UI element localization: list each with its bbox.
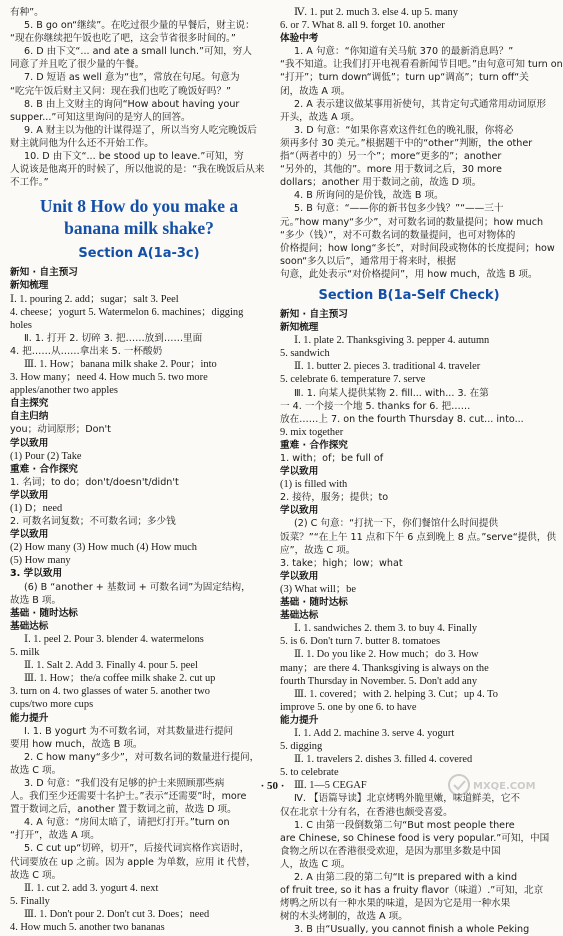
answer-line: 5. Finally — [10, 895, 50, 907]
answer-line: 仅在北京十分有名，在香港也颇受喜爱。 — [280, 806, 453, 818]
answer-line: 要用 how much，故选 B 项。 — [10, 738, 143, 750]
sub-heading: 学以致用 — [280, 505, 319, 517]
answer-line: Ⅳ. 【语篇导读】北京烤鸭外脆里嫩，味道鲜美，它不 — [294, 793, 521, 805]
answer-line: 3. D 句意：“如果你喜欢这件红色的晚礼服，你将必 — [294, 124, 514, 136]
answer-line: holes — [10, 319, 32, 331]
answer-line: 闭，故选 A 项。 — [280, 85, 351, 97]
answer-line: (2) How many (3) How much (4) How much — [10, 542, 197, 554]
answer-line: Ⅱ. 1. cut 2. add 3. yogurt 4. next — [24, 882, 159, 894]
answer-line: 烤鸭之所以有一种水果的味道，是因为它是用一种水果 — [280, 898, 511, 910]
answer-line: Ⅰ. 1. peel 2. Pour 3. blender 4. watermelons — [24, 633, 204, 645]
sub-heading: 能力提升 — [10, 712, 49, 724]
sub-heading: 学以致用 — [10, 437, 49, 449]
answer-line: 故选 C 项。 — [10, 869, 62, 881]
answer-line: 5. B go on“继续”。在吃过很少量的早餐后，财主说： — [24, 20, 255, 32]
answer-line: 开头，故选 A 项。 — [280, 111, 360, 123]
answer-line: 3. take；high；low；what — [280, 557, 403, 569]
sub-heading: 3. 学以致用 — [10, 568, 63, 580]
answer-line: 1. C 由第一段倒数第二句“But most people there — [294, 819, 515, 831]
answer-line: “现在你继续把午饭也吃了吧，这会节省很多时间的。” — [10, 33, 236, 45]
answer-line: 4. 把……从……拿出来 5. 一杯酸奶 — [10, 345, 163, 357]
sub-heading: 新知梳理 — [280, 322, 319, 334]
answer-line: Ⅱ. 1. Do you like 2. How much；do 3. How — [294, 649, 479, 661]
answer-line: 8. B 由上文财主的询问“How about having your — [24, 98, 240, 110]
answer-line: 1. A 句意：“你知道有关马航 370 的最新消息吗？” — [294, 46, 514, 58]
answer-line: 3. B 由“Usually, you cannot finish a whole Peking — [294, 924, 530, 936]
answer-line: 4. A 句意：“房间太暗了，请把灯打开。”turn on — [24, 817, 230, 829]
page-number: · 50 · — [260, 780, 285, 792]
answer-line: 2. A 由第二段的第二句“It is prepared with a kind — [294, 872, 518, 883]
answer-line: “我不知道。让我们打开电视看看新闻节目吧。”由句意可知 turn on — [280, 59, 563, 71]
answer-line: Ⅲ. 1. How；the/a coffee milk shake 2. cut up — [24, 673, 216, 685]
sub-heading: 基础 · 随时达标 — [280, 597, 348, 609]
answer-line: fourth Thursday in November. 5. Don't add any — [280, 675, 478, 687]
answer-line: “多少（钱）”，对不可数名词的数量提问，也可对物体的 — [280, 229, 516, 241]
answer-line: 2. C how many“多少”，对可数名词的数量进行提问， — [24, 751, 260, 763]
answer-line: 9. A 财主以为他的计谋得逞了，所以当穷人吃完晚饭后 — [24, 124, 257, 136]
answer-line: 饭菜？”“在上午 11 点和下午 6 点到晚上 8 点。”serve“提供，供 — [280, 531, 557, 543]
answer-line: (3) What will；be — [280, 583, 356, 595]
answer-line: apples/another two apples — [10, 385, 118, 397]
sub-heading: 重难 · 合作探究 — [10, 463, 78, 475]
answer-line: 置于数词之后，another 置于数词之前，故选 D 项。 — [10, 804, 237, 816]
answer-line: 4. How much 5. another two bananas — [10, 922, 165, 933]
answer-line: 指“（两者中的）另一个”；more“更多的”；another — [280, 151, 502, 163]
answer-line: dollars；another 用于数词之前，故选 D 项。 — [280, 177, 482, 189]
sub-heading: 新知梳理 — [10, 280, 49, 292]
section-a-title: Section A(1a-3c) — [78, 246, 200, 262]
answer-line: are Chinese, so Chinese food is very popular.”可知，中国 — [280, 832, 550, 844]
answer-line: Ⅱ. 1. 打开 2. 切碎 3. 把……放到……里面 — [24, 332, 203, 344]
sub-heading: 学以致用 — [10, 489, 49, 501]
answer-line: 9. mix together — [280, 426, 344, 438]
answer-line: Ⅲ. 1. How；banana milk shake 2. Pour；into — [24, 358, 217, 370]
sub-heading: 自主探究 — [10, 398, 49, 410]
answer-line: 不工作。” — [10, 177, 49, 189]
answer-line: 应”，故选 C 项。 — [280, 544, 356, 556]
answer-line: 3. How many；need 4. How much 5. two more — [10, 372, 208, 384]
answer-line: 财主就问他为什么还不开始工作。 — [10, 137, 154, 149]
answer-line: you；动词原形；Don't — [10, 424, 111, 436]
answer-line: 须再多付 30 美元。”根据题干中的“other”判断，the other — [280, 137, 533, 149]
answer-line: cups/two more cups — [10, 699, 94, 711]
answer-line: 5. sandwich — [280, 348, 330, 360]
answer-line: 6. D 由下文“... and ate a small lunch.”可知，穷人 — [24, 46, 252, 58]
answer-line: “吃完午饭后财主又问：现在我们也吃了晚饭好吗？” — [10, 85, 232, 97]
answer-line: 故选 C 项。 — [10, 764, 62, 776]
answer-line: Ⅰ. 1. pouring 2. add；sugar；salt 3. Peel — [10, 293, 179, 305]
answer-line: 5. B 句意：“——你的新书包多少钱？”“——三十 — [294, 203, 504, 215]
answer-line: 5. milk — [10, 647, 40, 659]
answer-line: 7. D 短语 as well 意为“也”，常放在句尾。句意为 — [24, 72, 240, 84]
answer-line: (1) Pour (2) Take — [10, 450, 82, 462]
unit-title — [10, 195, 268, 239]
sub-heading: 能力提升 — [280, 714, 319, 726]
answer-line: 1. 名词；to do；don't/doesn't/didn't — [10, 476, 179, 488]
answer-line: Ⅲ. 1—5 CEGAF — [294, 780, 367, 792]
answer-line: Ⅲ. 1. Don't pour 2. Don't cut 3. Does；need — [24, 908, 210, 920]
answer-line: (6) B “another + 基数词 + 可数名词”为固定结构， — [24, 581, 251, 593]
answer-line: 人。我们至少还需要十名护士。”表示“还需要”时，more — [10, 791, 247, 803]
answer-line: 一 4. 一个接一个地 5. thanks for 6. 把…… — [280, 400, 471, 412]
answer-line: 5. digging — [280, 741, 323, 753]
answer-line: (1) is filled with — [280, 479, 348, 491]
answer-line: 5. to celebrate — [280, 767, 339, 779]
sub-heading: 体验中考 — [280, 33, 319, 45]
answer-line: “另外的，其他的”。more 用于数词之后，30 more — [280, 164, 502, 176]
answer-line: 食物之所以在香港很受欢迎，是因为那里多数是中国 — [280, 845, 501, 857]
answer-line: of fruit tree, so it has a fruity flavor（味道）.”可知，北京 — [280, 885, 544, 897]
answer-line: Ⅱ. 1. butter 2. pieces 3. traditional 4. traveler — [294, 361, 481, 373]
sub-heading: 基础达标 — [280, 610, 319, 622]
answer-line: 4. cheese；yogurt 5. Watermelon 6. machines；digging — [10, 306, 244, 318]
answer-line: 4. B 所询问的是价钱，故选 B 项。 — [294, 190, 444, 202]
answer-line: supper...”可知这里询问的是穷人的回答。 — [10, 111, 191, 123]
answer-line: 2. A 表示建议做某事用祈使句，其肯定句式通常用动词原形 — [294, 98, 547, 110]
answer-line: 故选 B 项。 — [10, 594, 62, 606]
answer-line: Ⅱ. 1. travelers 2. dishes 3. filled 4. covered — [294, 754, 473, 766]
answer-line: Ⅰ. 1. B yogurt 为不可数名词，对其数量进行提问 — [24, 725, 234, 737]
watermark-logo — [447, 772, 539, 798]
answer-line: soon“多久以后”，通常用于将来时，根据 — [280, 255, 456, 267]
sub-heading: 新知 · 自主预习 — [10, 267, 78, 279]
sub-heading: 学以致用 — [10, 529, 49, 541]
answer-line: (2) C 句意：“打扰一下，你们餐馆什么时间提供 — [294, 518, 499, 530]
answer-line: 5. celebrate 6. temperature 7. serve — [280, 374, 426, 386]
answer-line: Ⅰ. 1. sandwiches 2. them 3. to buy 4. Finally — [294, 623, 478, 635]
answer-line: 2. 接待，服务；提供；to — [280, 492, 389, 504]
answer-line: (1) D；need — [10, 503, 63, 514]
unit-title-line: Unit 8 How do you make a — [39, 196, 239, 217]
answer-line: 10. D 由下文“... be stood up to leave.”可知，穷 — [24, 151, 244, 163]
answer-line: 元。”how many“多少”，对可数名词的数量提问；how much — [280, 216, 544, 228]
sub-heading: 基础达标 — [10, 620, 49, 632]
answer-line: 代词要放在 up 之前。因为 apple 为单数，应用 it 代替， — [10, 856, 256, 868]
answer-line: 3. D 句意：“我们没有足够的护士来照顾那些病 — [24, 777, 225, 789]
answer-line: 6. or 7. What 8. all 9. forget 10. another — [280, 20, 445, 32]
sub-heading: 基础 · 随时达标 — [10, 607, 78, 619]
answer-line: Ⅲ. 1. 向某人提供某物 2. fill... with... 3. 在第 — [294, 387, 489, 399]
answer-line: 放在……上 7. on the fourth Thursday 8. cut... into... — [280, 413, 524, 425]
answer-line: many；are there 4. Thanksgiving is always on the — [280, 662, 489, 674]
answer-line: improve 5. one by one 6. to have — [280, 701, 417, 713]
answer-line: 1. with；of；be full of — [280, 453, 384, 464]
answer-line: 树的木头烤制的，故选 A 项。 — [280, 911, 408, 923]
answer-line: 人，故选 C 项。 — [280, 858, 351, 870]
sub-heading: 学以致用 — [280, 570, 319, 582]
sub-heading: 学以致用 — [280, 466, 319, 478]
answer-line: Ⅱ. 1. Salt 2. Add 3. Finally 4. pour 5. peel — [24, 660, 198, 672]
answer-line: 5. C cut up“切碎，切开”，后接代词宾格作宾语时， — [24, 843, 250, 855]
answer-line: 价格提问；how long“多长”，对时间段或物体的长度提问；how — [280, 242, 555, 254]
answer-line: “打开”；turn down“调低”；turn up“调高”；turn off“关 — [280, 72, 529, 84]
answer-line: 句意，此处表示“对价格提问”，用 how much，故选 B 项。 — [280, 268, 538, 280]
answer-line: Ⅳ. 1. put 2. much 3. else 4. up 5. many — [294, 7, 458, 18]
answer-line: 2. 可数名词复数；不可数名词；多少钱 — [10, 516, 176, 528]
answer-line: Ⅲ. 1. covered；with 2. helping 3. Cut；up 4. To — [294, 688, 498, 700]
sub-heading: 自主归纳 — [10, 411, 49, 423]
answer-line: Ⅰ. 1. plate 2. Thanksgiving 3. pepper 4. autumn — [294, 335, 490, 347]
svg-text:MXQE.COM: MXQE.COM — [473, 781, 536, 792]
answer-line: 同意了并且吃了很少量的午餐。 — [10, 59, 145, 71]
answer-line: Ⅰ. 1. Add 2. machine 3. serve 4. yogurt — [294, 727, 455, 739]
left-column — [10, 6, 268, 933]
answer-line: (5) How many — [10, 555, 71, 567]
answer-line: 5. is 6. Don't turn 7. butter 8. tomatoes — [280, 636, 441, 648]
answer-line: 有种”。 — [10, 7, 44, 18]
answer-line: “打开”，故选 A 项。 — [10, 830, 100, 842]
sub-heading: 重难 · 合作探究 — [280, 439, 348, 451]
sub-heading: 新知 · 自主预习 — [280, 308, 348, 320]
answer-line: 3. turn on 4. two glasses of water 5. another two — [10, 686, 210, 698]
unit-title-line: banana milk shake? — [64, 218, 214, 239]
section-b-title: Section B(1a-Self Check) — [318, 287, 500, 303]
answer-line: 人说该是他离开的时候了，所以他说的是：“我在晚饭后从来 — [10, 164, 265, 176]
